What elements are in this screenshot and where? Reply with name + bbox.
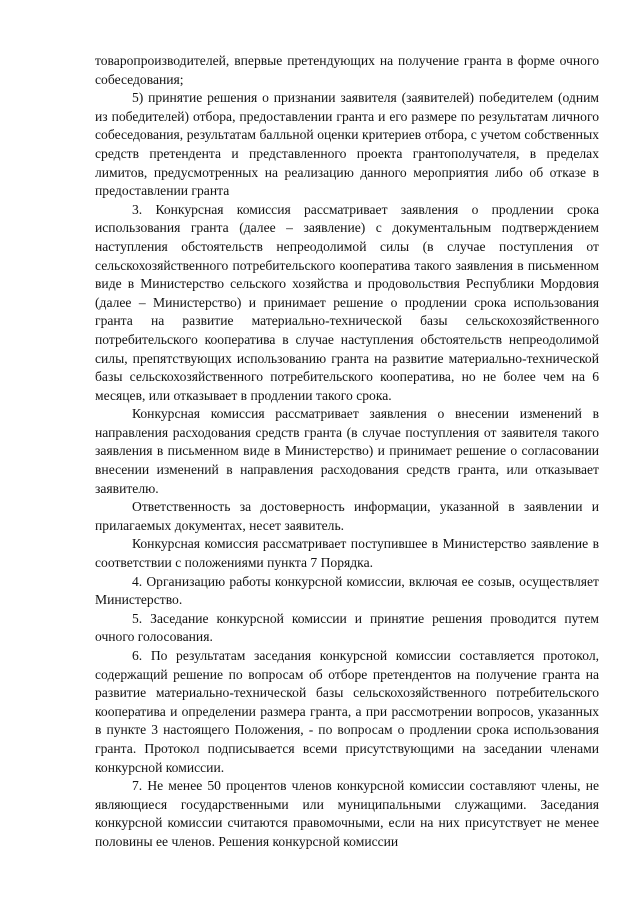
- paragraph-section-3-changes: Конкурсная комиссия рассматривает заявления о внесении изменений в направления расходования средств гранта (в случае поступления от заявителя такого заявления в письменном виде в Министерство) и принимает решение о согласовании внесении изменений в направления расходования средств гранта, или отказывает заявителю.: [95, 406, 599, 496]
- paragraph-section-3: 3. Конкурсная комиссия рассматривает заявления о продлении срока использования гранта (далее – заявление) с документальным подтверждением наступления обстоятельств непреодолимой силы (в случае поступления от сельскохозяйственного потребительского кооператива такого заявления в письменном виде в Министерство сельского хозяйства и продовольствия Республики Мордовия (далее – Министерство) и принимает решение о продлении срока использования гранта на развитие материально-технической базы сельскохозяйственного потребительского кооператива в случае наступления обстоятельств непреодолимой силы, препятствующих использованию гранта на развитие материально-технической базы сельскохозяйственного потребительского кооператива, но не более чем на 6 месяцев, или отказывает в продлении такого срока.: [95, 201, 599, 403]
- paragraph-section-3-responsibility: Ответственность за достоверность информации, указанной в заявлении и прилагаемых документах, несет заявитель.: [95, 499, 599, 533]
- paragraph-section-3-review: Конкурсная комиссия рассматривает поступившее в Министерство заявление в соответствии с положениями пункта 7 Порядка.: [95, 536, 599, 571]
- paragraph-section-6: 6. По результатам заседания конкурсной комиссии составляется протокол, содержащий решение по вопросам об отборе претендентов на получение гранта на развитие материально-технической базы сельскохозяйственного потребительского кооператива и определении размера гранта, а при рассмотрении вопросов, указанных в пункте 3 настоящего Положения, - по вопросам о продлении срока использования гранта. Протокол подписывается всеми присутствующими на заседании членами конкурсной комиссии.: [95, 648, 599, 775]
- document-page: [95, 52, 599, 852]
- paragraph-item-5: 5) принятие решения о признании заявителя (заявителей) победителем (одним из победителей) отбора, предоставлении гранта и его размере по результатам личного собеседования, результатам балльной оценки критериев отбора, с учетом собственных средств претендента и представленного проекта грантополучателя, в пределах лимитов, предусмотренных на реализацию данного мероприятия либо об отказе в предоставлении гранта: [95, 90, 599, 199]
- paragraph-intro-continuation: товаропроизводителей, впервые претендующих на получение гранта в форме очного собеседования;: [95, 53, 599, 87]
- paragraph-section-5: 5. Заседание конкурсной комиссии и принятие решения проводится путем очного голосования.: [95, 610, 599, 645]
- paragraph-section-4: 4. Организацию работы конкурсной комиссии, включая ее созыв, осуществляет Министерство.: [95, 573, 599, 608]
- paragraph-section-7: 7. Не менее 50 процентов членов конкурсной комиссии составляют члены, не являющиеся государственными или муниципальными служащими. Заседания конкурсной комиссии считаются правомочными, если на них присутствует не менее половины ее членов. Решения конкурсной комиссии: [95, 778, 599, 849]
